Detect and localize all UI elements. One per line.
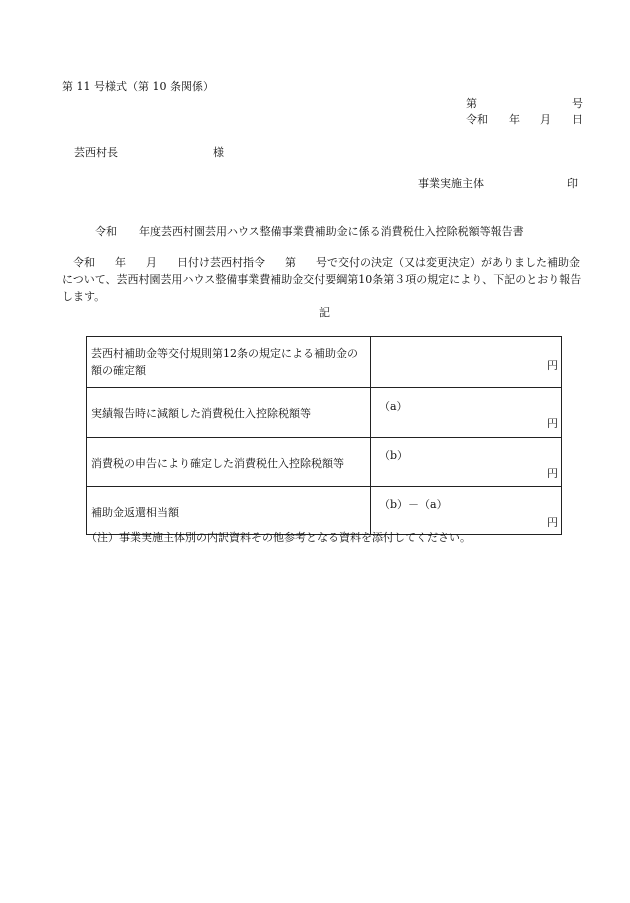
table-label-cell — [87, 337, 371, 388]
confirmed-tax-label: 消費税の申告により確定した消費税仕入控除税額等 — [91, 457, 344, 470]
refund-label: 補助金返還相当額 — [91, 506, 179, 519]
ki-mark: 記 — [319, 306, 330, 319]
table-row — [87, 388, 562, 438]
applicant-label: 事業実施主体 — [418, 177, 484, 190]
body-part1: 日付け芸西村指令 — [177, 256, 265, 269]
date-day: 日 — [572, 113, 583, 126]
table-row — [87, 438, 562, 487]
yen-unit: 円 — [547, 417, 558, 430]
addressee-honorific: 様 — [213, 146, 224, 159]
confirmed-amount-label: 芸西村補助金等交付規則第12条の規定による補助金の額の確定額 — [91, 347, 358, 377]
addressee-name: 芸西村長 — [74, 146, 118, 159]
code-a: （a） — [379, 400, 408, 413]
reduced-tax-cell — [371, 388, 562, 438]
form-number: 第 11 号様式（第 10 条関係） — [62, 80, 214, 93]
refund-cell — [371, 487, 562, 535]
body-year: 年 — [115, 256, 126, 269]
confirmed-tax-cell — [371, 438, 562, 487]
yen-unit: 円 — [547, 359, 558, 372]
table-label-cell — [87, 388, 371, 438]
report-table — [86, 336, 562, 535]
reduced-tax-label: 実績報告時に減額した消費税仕入控除税額等 — [91, 407, 311, 420]
seal-mark: 印 — [567, 177, 578, 190]
date-era: 令和 — [466, 113, 488, 126]
doc-number-suffix: 号 — [572, 97, 583, 110]
table-label-cell — [87, 438, 371, 487]
date-month: 月 — [540, 113, 551, 126]
report-title: 年度芸西村園芸用ハウス整備事業費補助金に係る消費税仕入控除税額等報告書 — [139, 225, 524, 238]
body-part2: 第 — [285, 256, 296, 269]
date-year: 年 — [509, 113, 520, 126]
table-label-cell — [87, 487, 371, 535]
table-row — [87, 337, 562, 388]
body-paragraph — [62, 254, 586, 305]
doc-number-prefix: 第 — [466, 97, 477, 110]
confirmed-amount-cell — [371, 337, 562, 388]
title-era: 令和 — [95, 225, 117, 238]
yen-unit: 円 — [547, 516, 558, 529]
body-era: 令和 — [73, 256, 95, 269]
body-month: 月 — [146, 256, 157, 269]
footnote: （注）事業実施主体別の内訳資料その他参考となる資料を添付してください。 — [86, 531, 471, 544]
code-b: （b） — [379, 449, 409, 462]
code-b-minus-a: （b）－（a） — [379, 498, 448, 511]
table-row — [87, 487, 562, 535]
body-part3: 号で交付の決定（又は変更決定）がありました補助金について、芸西村園芸用ハウス整備事業費補助金交付要綱第10条第３項の規定により、下記のとおり報告します。 — [62, 256, 582, 303]
yen-unit: 円 — [547, 467, 558, 480]
